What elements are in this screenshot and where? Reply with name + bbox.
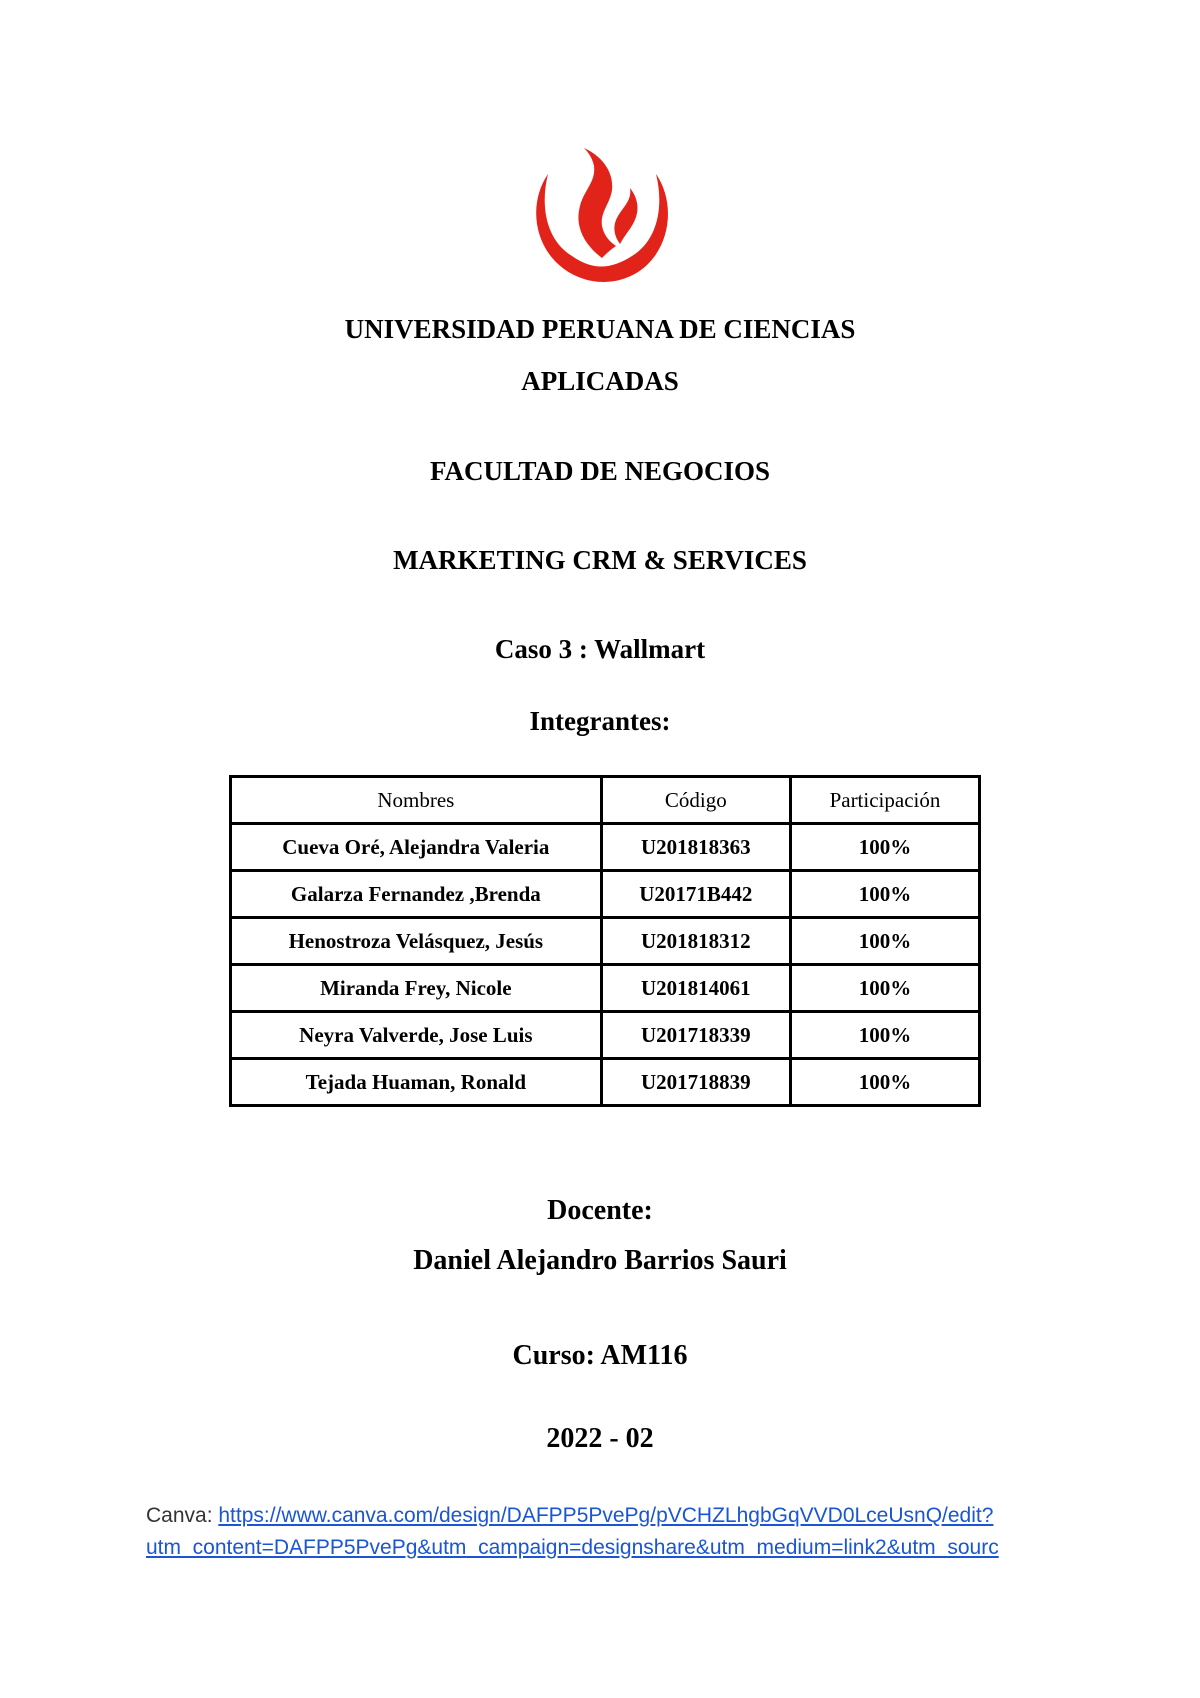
member-code: U201718339 (601, 1012, 790, 1059)
canva-link-line1[interactable]: https://www.canva.com/design/DAFPP5PvePg/pVCHZLhgbGqVVD0LceUsnQ/edit? (218, 1504, 994, 1527)
member-code: U201818312 (601, 918, 790, 965)
member-name: Neyra Valverde, Jose Luis (231, 1012, 602, 1059)
teacher-name: Daniel Alejandro Barrios Sauri (413, 1245, 787, 1276)
canva-label: Canva: (146, 1504, 219, 1527)
faculty-title: FACULTAD DE NEGOCIOS (429, 456, 771, 486)
member-code: U20171B442 (601, 871, 790, 918)
academic-period: 2022 - 02 (546, 1423, 654, 1454)
header-code: Código (601, 777, 790, 824)
course-code: Curso: AM116 (512, 1340, 688, 1371)
member-participation: 100% (790, 1012, 979, 1059)
table-row (231, 1059, 980, 1106)
case-title: Caso 3 : Wallmart (494, 634, 706, 664)
header-participation: Participación (790, 777, 979, 824)
member-name: Cueva Oré, Alejandra Valeria (231, 824, 602, 871)
member-participation: 100% (790, 1059, 979, 1106)
canva-link-block (146, 1500, 999, 1564)
member-participation: 100% (790, 871, 979, 918)
member-code: U201818363 (601, 824, 790, 871)
member-name: Miranda Frey, Nicole (231, 965, 602, 1012)
table-row (231, 918, 980, 965)
course-name: MARKETING CRM & SERVICES (393, 545, 807, 575)
university-name-line2: APLICADAS (521, 366, 679, 396)
upc-flame-logo-icon (528, 148, 676, 288)
table-row (231, 824, 980, 871)
members-table (229, 775, 981, 1107)
members-title: Integrantes: (529, 706, 671, 736)
table-row (231, 965, 980, 1012)
member-participation: 100% (790, 918, 979, 965)
member-participation: 100% (790, 824, 979, 871)
teacher-label: Docente: (547, 1195, 653, 1226)
member-code: U201718839 (601, 1059, 790, 1106)
header-names: Nombres (231, 777, 602, 824)
member-name: Henostroza Velásquez, Jesús (231, 918, 602, 965)
canva-link-line2[interactable]: utm_content=DAFPP5PvePg&utm_campaign=designshare&utm_medium=link2&utm_sourc (146, 1536, 999, 1559)
table-row (231, 871, 980, 918)
table-row (231, 1012, 980, 1059)
member-name: Tejada Huaman, Ronald (231, 1059, 602, 1106)
member-participation: 100% (790, 965, 979, 1012)
member-name: Galarza Fernandez ,Brenda (231, 871, 602, 918)
members-table-header-row (231, 777, 980, 824)
university-name-line1: UNIVERSIDAD PERUANA DE CIENCIAS (344, 314, 856, 344)
member-code: U201814061 (601, 965, 790, 1012)
